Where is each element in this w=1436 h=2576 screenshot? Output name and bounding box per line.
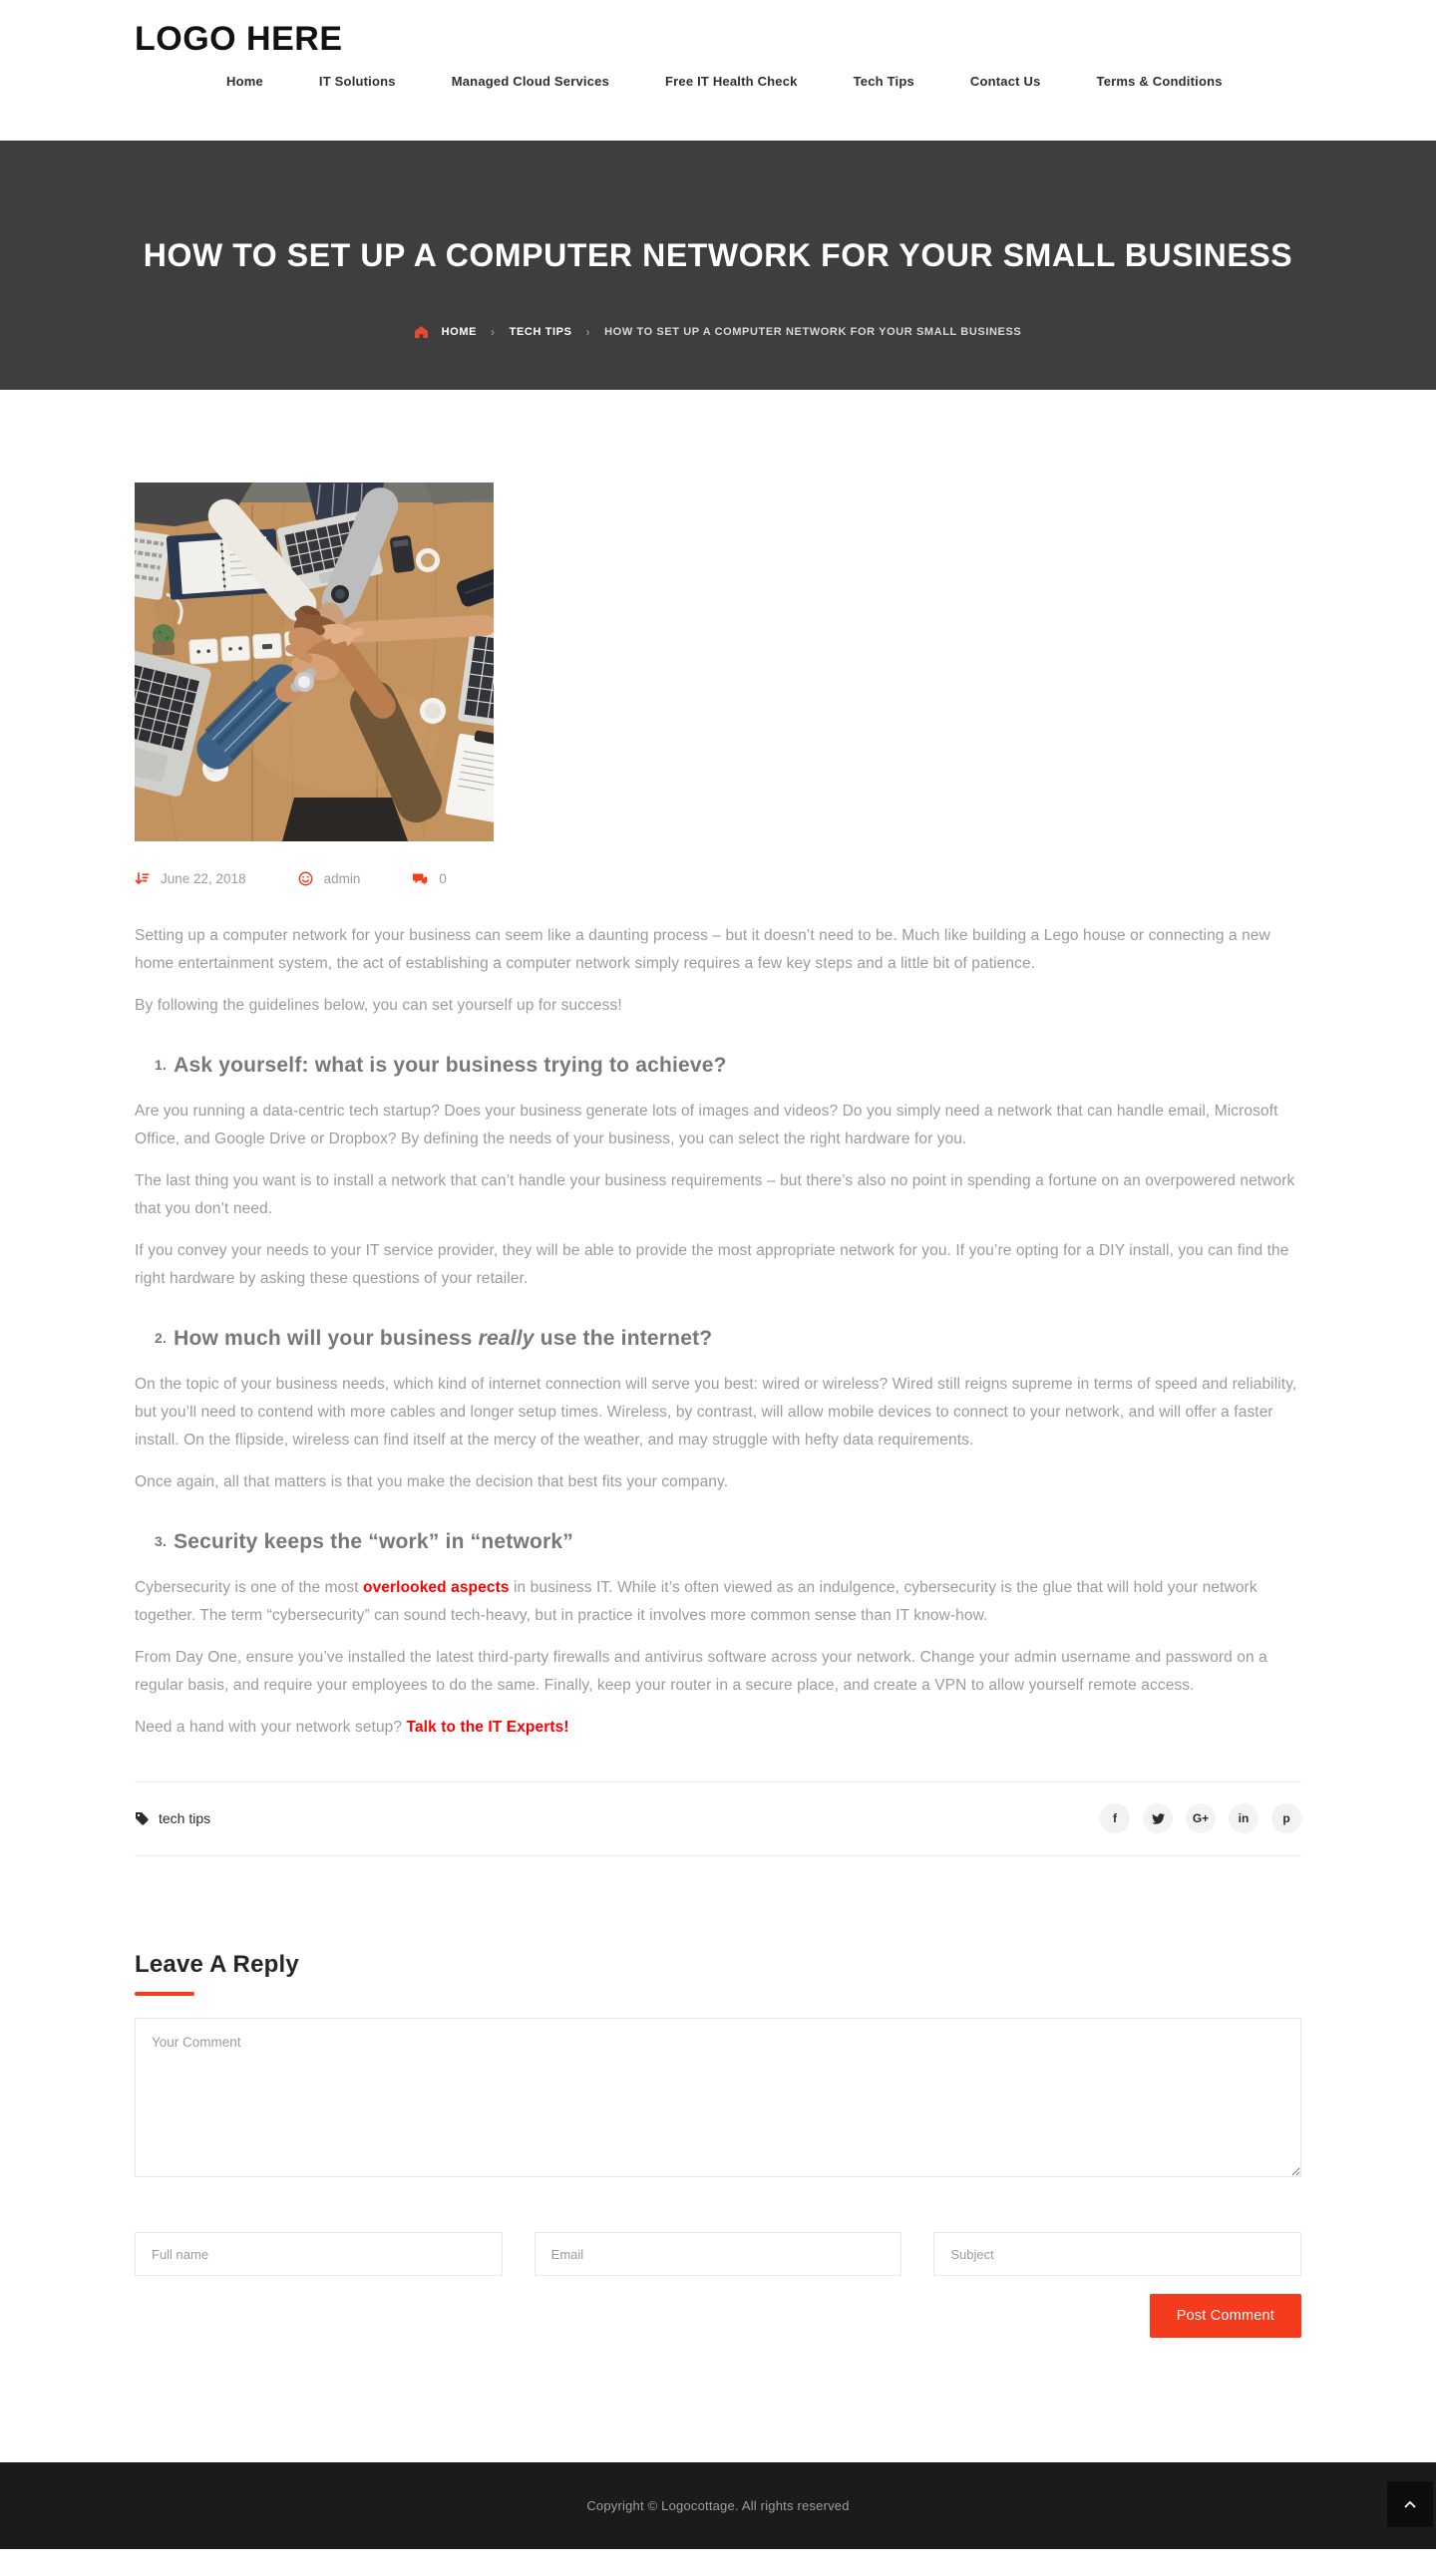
comments-count: 0 xyxy=(439,871,447,886)
comment-input[interactable] xyxy=(135,2018,1301,2177)
nav-item-home[interactable]: Home xyxy=(226,74,263,89)
article-paragraph: If you convey your needs to your IT service provider, they will be able to provide the most appropriate network for you. If you’re opting for a DIY install, you can find the right hardware by asking these questions of your retailer. xyxy=(135,1242,1289,1287)
article-paragraph xyxy=(135,1574,1301,1630)
section-heading-2 xyxy=(155,1327,1301,1351)
twitter-share-button[interactable] xyxy=(1143,1803,1173,1833)
post-date xyxy=(135,871,246,886)
submit-row xyxy=(135,2294,1301,2338)
pinterest-icon: p xyxy=(1282,1811,1290,1825)
tags-social-row xyxy=(135,1782,1301,1855)
nav-item-terms-conditions[interactable]: Terms & Conditions xyxy=(1096,74,1223,89)
heading-accent-bar xyxy=(135,1992,194,1996)
home-icon xyxy=(415,326,428,338)
reply-heading: Leave A Reply xyxy=(135,1951,299,1978)
scroll-to-top-button[interactable] xyxy=(1387,2481,1433,2527)
divider xyxy=(135,1855,1301,1856)
post-comment-button[interactable]: Post Comment xyxy=(1150,2294,1301,2338)
breadcrumb-separator: › xyxy=(491,325,496,339)
article-paragraph: The last thing you want is to install a network that can’t handle your business requirements – but there’s also no point in spending a fortune on an overpowered network that you don’t need. xyxy=(135,1172,1295,1217)
copyright-text: Copyright © Logocottage. All rights reserved xyxy=(586,2498,850,2513)
section-title: How much will your business xyxy=(174,1327,479,1350)
smiley-icon xyxy=(298,871,313,886)
breadcrumb-current: HOW TO SET UP A COMPUTER NETWORK FOR YOUR SMALL BUSINESS xyxy=(604,326,1022,338)
site-footer xyxy=(0,2462,1436,2549)
facebook-share-button[interactable] xyxy=(1100,1803,1130,1833)
article-main xyxy=(135,483,1301,2338)
breadcrumb xyxy=(0,325,1436,339)
section-title: use the internet? xyxy=(534,1327,713,1350)
it-experts-link[interactable]: Talk to the IT Experts! xyxy=(406,1719,569,1736)
section-heading-3 xyxy=(155,1530,1301,1554)
tag-label: tech tips xyxy=(159,1810,211,1826)
post-author[interactable] xyxy=(298,871,361,886)
paragraph-text: in business IT. While it’s often viewed as an indulgence, cybersecurity is the glue that will hold your network together. The term “cybersecurity” can sound tech-heavy, but in practice it involves more common sense than IT know-how. xyxy=(135,1579,1257,1624)
article-paragraph: Are you running a data-centric tech startup? Does your business generate lots of images and videos? Do you simply need a network that can handle email, Microsoft Office, and Google Drive or Dropbox? By defining the needs of your business, you can select the right hardware for you. xyxy=(135,1103,1278,1147)
email-input[interactable] xyxy=(535,2232,902,2276)
article-paragraph: Setting up a computer network for your business can seem like a daunting process – but it doesn’t need to be. Much like building a Lego house or connecting a new home entertainment system, the act of establishing a computer network simply requires a few key steps and a little bit of patience. xyxy=(135,927,1270,972)
overlooked-aspects-link[interactable]: overlooked aspects xyxy=(363,1579,510,1596)
linkedin-share-button[interactable] xyxy=(1229,1803,1258,1833)
sort-down-icon xyxy=(135,871,150,886)
article-paragraph: On the topic of your business needs, which kind of internet connection will serve you best: wired or wireless? Wired still reigns supreme in terms of speed and reliability, but you’ll need to contend with more cables and longer setup times. Wireless, by contrast, will allow mobile devices to connect to your network, and will offer a faster install. On the flipside, wireless can find itself at the mercy of the weather, and may struggle with hefty data requirements. xyxy=(135,1376,1297,1449)
article-paragraph: From Day One, ensure you’ve installed the latest third-party firewalls and antivirus software across your network. Change your admin username and password on a regular basis, and require your employees to do the same. Finally, keep your router in a secure place, and create a VPN to allow yourself remote access. xyxy=(135,1649,1267,1694)
paragraph-text: Cybersecurity is one of the most xyxy=(135,1579,364,1596)
main-nav xyxy=(226,74,1301,89)
hero-banner xyxy=(0,141,1436,390)
nav-item-free-it-health-check[interactable]: Free IT Health Check xyxy=(665,74,798,89)
google-plus-share-button[interactable] xyxy=(1186,1803,1216,1833)
section-heading-1 xyxy=(155,1054,1301,1078)
post-author-label: admin xyxy=(323,871,361,886)
social-share xyxy=(1100,1803,1301,1833)
breadcrumb-home-link[interactable]: HOME xyxy=(441,326,478,338)
featured-image xyxy=(135,483,494,841)
tag-icon xyxy=(135,1811,149,1825)
nav-item-managed-cloud-services[interactable]: Managed Cloud Services xyxy=(451,74,609,89)
full-name-input[interactable] xyxy=(135,2232,503,2276)
post-date-label: June 22, 2018 xyxy=(161,871,246,886)
article-body xyxy=(135,922,1301,1742)
paragraph-text: Need a hand with your network setup? xyxy=(135,1719,407,1736)
article-paragraph xyxy=(135,1714,1301,1742)
site-logo[interactable]: LOGO HERE xyxy=(135,20,343,58)
chevron-up-icon xyxy=(1403,2498,1417,2510)
comment-form-section xyxy=(135,1951,1301,2338)
facebook-icon: f xyxy=(1113,1811,1117,1825)
breadcrumb-separator: › xyxy=(585,325,591,339)
pinterest-share-button[interactable] xyxy=(1271,1803,1301,1833)
team-hands-photo xyxy=(135,483,494,841)
article-paragraph: Once again, all that matters is that you make the decision that best fits your company. xyxy=(135,1473,729,1490)
breadcrumb-section-link[interactable]: TECH TIPS xyxy=(509,326,572,338)
chat-bubbles-icon xyxy=(412,872,428,886)
comment-form-fields xyxy=(135,2232,1301,2276)
section-title: Security keeps the “work” in “network” xyxy=(174,1530,573,1553)
section-number: 1. xyxy=(155,1057,168,1073)
nav-item-tech-tips[interactable]: Tech Tips xyxy=(853,74,914,89)
page-title: HOW TO SET UP A COMPUTER NETWORK FOR YOUR SMALL BUSINESS xyxy=(143,237,1293,273)
article-paragraph: By following the guidelines below, you can set yourself up for success! xyxy=(135,997,622,1014)
tag-link[interactable] xyxy=(135,1810,210,1826)
nav-item-contact-us[interactable]: Contact Us xyxy=(969,74,1041,89)
post-meta xyxy=(135,871,1301,886)
section-number: 3. xyxy=(155,1533,168,1549)
subject-input[interactable] xyxy=(933,2232,1301,2276)
site-header xyxy=(0,0,1436,141)
section-title: Ask yourself: what is your business trying to achieve? xyxy=(174,1054,727,1077)
section-title-emphasis: really xyxy=(478,1327,535,1350)
twitter-icon xyxy=(1152,1812,1165,1825)
post-comments[interactable] xyxy=(412,871,447,886)
section-number: 2. xyxy=(155,1330,168,1346)
google-plus-icon: G+ xyxy=(1192,1811,1210,1825)
nav-item-it-solutions[interactable]: IT Solutions xyxy=(318,74,396,89)
linkedin-icon: in xyxy=(1238,1811,1250,1825)
